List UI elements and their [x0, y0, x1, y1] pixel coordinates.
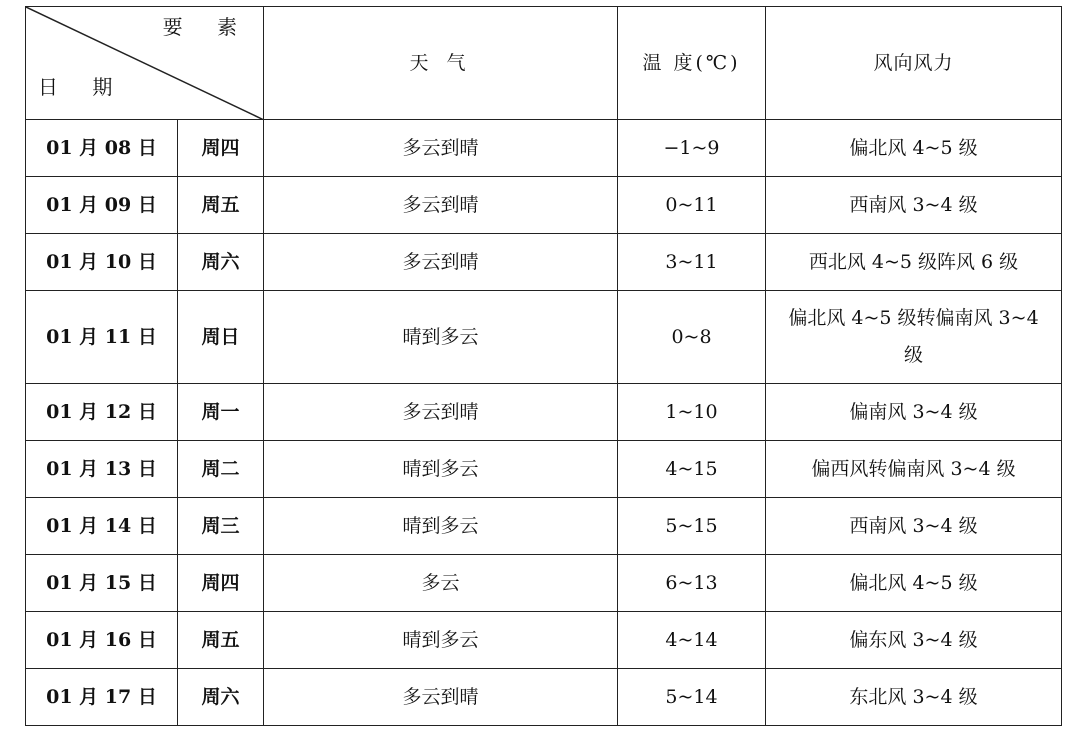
wind-cell: 西北风 4~5 级阵风 6 级 — [766, 234, 1062, 291]
weather-cell: 多云到晴 — [264, 384, 618, 441]
header-row — [26, 7, 1062, 120]
weather-cell: 多云到晴 — [264, 669, 618, 726]
weekday-cell: 周五 — [178, 612, 264, 669]
header-wind: 风向风力 — [766, 7, 1062, 120]
wind-cell: 偏南风 3~4 级 — [766, 384, 1062, 441]
temperature-cell: 5~15 — [618, 498, 766, 555]
weekday-cell: 周二 — [178, 441, 264, 498]
weather-cell: 多云到晴 — [264, 234, 618, 291]
header-temperature: 温 度(℃) — [618, 7, 766, 120]
temperature-cell: 1~10 — [618, 384, 766, 441]
table-row — [26, 555, 1062, 612]
table-row — [26, 441, 1062, 498]
weather-cell: 多云到晴 — [264, 177, 618, 234]
wind-cell: 西南风 3~4 级 — [766, 498, 1062, 555]
date-cell: 01 月 17 日 — [26, 669, 178, 726]
corner-header-cell — [26, 7, 264, 120]
weather-cell: 晴到多云 — [264, 612, 618, 669]
wind-cell: 偏东风 3~4 级 — [766, 612, 1062, 669]
corner-label-date: 日 期 — [38, 75, 127, 99]
date-cell: 01 月 08 日 — [26, 120, 178, 177]
date-cell: 01 月 09 日 — [26, 177, 178, 234]
weekday-cell: 周四 — [178, 555, 264, 612]
table-row — [26, 234, 1062, 291]
weather-cell: 多云 — [264, 555, 618, 612]
temperature-cell: −1~9 — [618, 120, 766, 177]
table-row — [26, 612, 1062, 669]
weekday-cell: 周六 — [178, 234, 264, 291]
date-cell: 01 月 10 日 — [26, 234, 178, 291]
table-row — [26, 384, 1062, 441]
date-cell: 01 月 15 日 — [26, 555, 178, 612]
temperature-cell: 5~14 — [618, 669, 766, 726]
temperature-cell: 0~11 — [618, 177, 766, 234]
temperature-cell: 3~11 — [618, 234, 766, 291]
temperature-cell: 4~15 — [618, 441, 766, 498]
weather-cell: 晴到多云 — [264, 441, 618, 498]
header-weather: 天 气 — [264, 7, 618, 120]
weather-cell: 晴到多云 — [264, 291, 618, 384]
wind-cell: 偏西风转偏南风 3~4 级 — [766, 441, 1062, 498]
date-cell: 01 月 12 日 — [26, 384, 178, 441]
temperature-cell: 0~8 — [618, 291, 766, 384]
weekday-cell: 周五 — [178, 177, 264, 234]
weekday-cell: 周六 — [178, 669, 264, 726]
table-row — [26, 669, 1062, 726]
date-cell: 01 月 11 日 — [26, 291, 178, 384]
table-row — [26, 120, 1062, 177]
temperature-cell: 4~14 — [618, 612, 766, 669]
weather-forecast-table — [25, 6, 1062, 726]
weekday-cell: 周三 — [178, 498, 264, 555]
weekday-cell: 周一 — [178, 384, 264, 441]
table-row — [26, 498, 1062, 555]
table-row — [26, 291, 1062, 384]
table-row — [26, 177, 1062, 234]
temperature-cell: 6~13 — [618, 555, 766, 612]
corner-label-elements: 要 素 — [162, 15, 251, 39]
wind-cell: 偏北风 4~5 级 — [766, 120, 1062, 177]
wind-cell: 东北风 3~4 级 — [766, 669, 1062, 726]
weekday-cell: 周四 — [178, 120, 264, 177]
wind-cell: 西南风 3~4 级 — [766, 177, 1062, 234]
date-cell: 01 月 14 日 — [26, 498, 178, 555]
weekday-cell: 周日 — [178, 291, 264, 384]
date-cell: 01 月 13 日 — [26, 441, 178, 498]
date-cell: 01 月 16 日 — [26, 612, 178, 669]
wind-cell: 偏北风 4~5 级转偏南风 3~4 级 — [766, 291, 1062, 384]
weather-cell: 晴到多云 — [264, 498, 618, 555]
wind-cell: 偏北风 4~5 级 — [766, 555, 1062, 612]
weather-cell: 多云到晴 — [264, 120, 618, 177]
